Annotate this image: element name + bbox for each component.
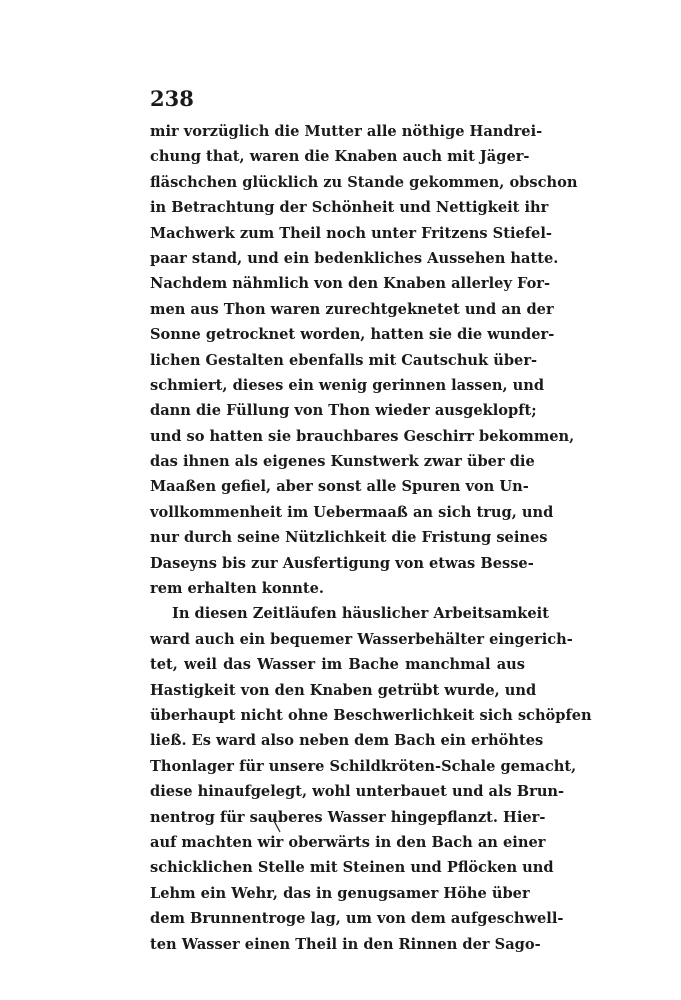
text-line: Hastigkeit von den Knaben getrübt wurde, und — [150, 681, 537, 699]
text-line: lichen Gestalten ebenfalls mit Cautschuk über- — [150, 351, 538, 369]
text-line: tet, weil das Wasser im Bache manchmal aus — [150, 656, 525, 674]
page-number: 238 — [150, 86, 194, 111]
text-line: auf machten wir oberwärts in den Bach an einer — [150, 833, 546, 851]
body-text — [150, 119, 592, 957]
text-line: Maaßen gefiel, aber sonst alle Spuren von Un- — [150, 478, 529, 496]
text-line: ward auch ein bequemer Wasserbehälter eingerich- — [150, 630, 573, 648]
text-line: Machwerk zum Theil noch unter Fritzens Stiefel- — [150, 224, 552, 242]
text-line: chung that, waren die Knaben auch mit Jäger- — [150, 148, 530, 166]
text-line: ließ. Es ward also neben dem Bach ein erhöhtes — [150, 732, 544, 750]
text-line: überhaupt nicht ohne Beschwerlichkeit sich schöpfen — [150, 706, 592, 724]
text-line: Thonlager für unsere Schildkröten-Schale gemacht, — [150, 757, 577, 775]
text-line: nentrog für sauberes Wasser hingepflanzt. Hier- — [150, 808, 546, 826]
text-line: in Betrachtung der Schönheit und Nettigkeit ihr — [150, 199, 549, 217]
text-line: dem Brunnentroge lag, um von dem aufgeschwell- — [150, 910, 564, 928]
text-line: nur durch seine Nützlichkeit die Fristung seines — [150, 529, 548, 547]
text-line: paar stand, und ein bedenkliches Aussehen hatte. — [150, 249, 559, 267]
text-line: In diesen Zeitläufen häuslicher Arbeitsamkeit — [172, 605, 549, 623]
text-line: Lehm ein Wehr, das in genugsamer Höhe über — [150, 884, 530, 902]
text-line: vollkommenheit im Uebermaaß an sich trug, und — [150, 503, 554, 521]
text-line: schmiert, dieses ein wenig gerinnen lassen, und — [150, 376, 545, 394]
text-line: rem erhalten konnte. — [150, 580, 324, 598]
text-line: Sonne getrocknet worden, hatten sie die wunder- — [150, 326, 555, 344]
text-line: Nachdem nähmlich von den Knaben allerley For- — [150, 275, 551, 293]
text-line: dann die Füllung von Thon wieder ausgeklopft; — [150, 402, 537, 420]
text-line: Daseyns bis zur Ausfertigung von etwas Besse- — [150, 554, 534, 572]
text-line: mir vorzüglich die Mutter alle nöthige Handrei- — [150, 123, 543, 140]
text-line: schicklichen Stelle mit Steinen und Pflöcken und — [150, 859, 554, 877]
ink-mark — [272, 818, 286, 836]
text-line: men aus Thon waren zurechtgeknetet und an der — [150, 300, 554, 318]
text-line: das ihnen als eigenes Kunstwerk zwar über die — [150, 453, 535, 471]
text-line: diese hinaufgelegt, wohl unterbauet und als Brun- — [150, 783, 565, 801]
text-line: und so hatten sie brauchbares Geschirr bekommen, — [150, 427, 575, 445]
text-line: fläschchen glücklich zu Stande gekommen, obschon — [150, 173, 578, 191]
text-line: ten Wasser einen Theil in den Rinnen der Sago- — [150, 935, 541, 953]
